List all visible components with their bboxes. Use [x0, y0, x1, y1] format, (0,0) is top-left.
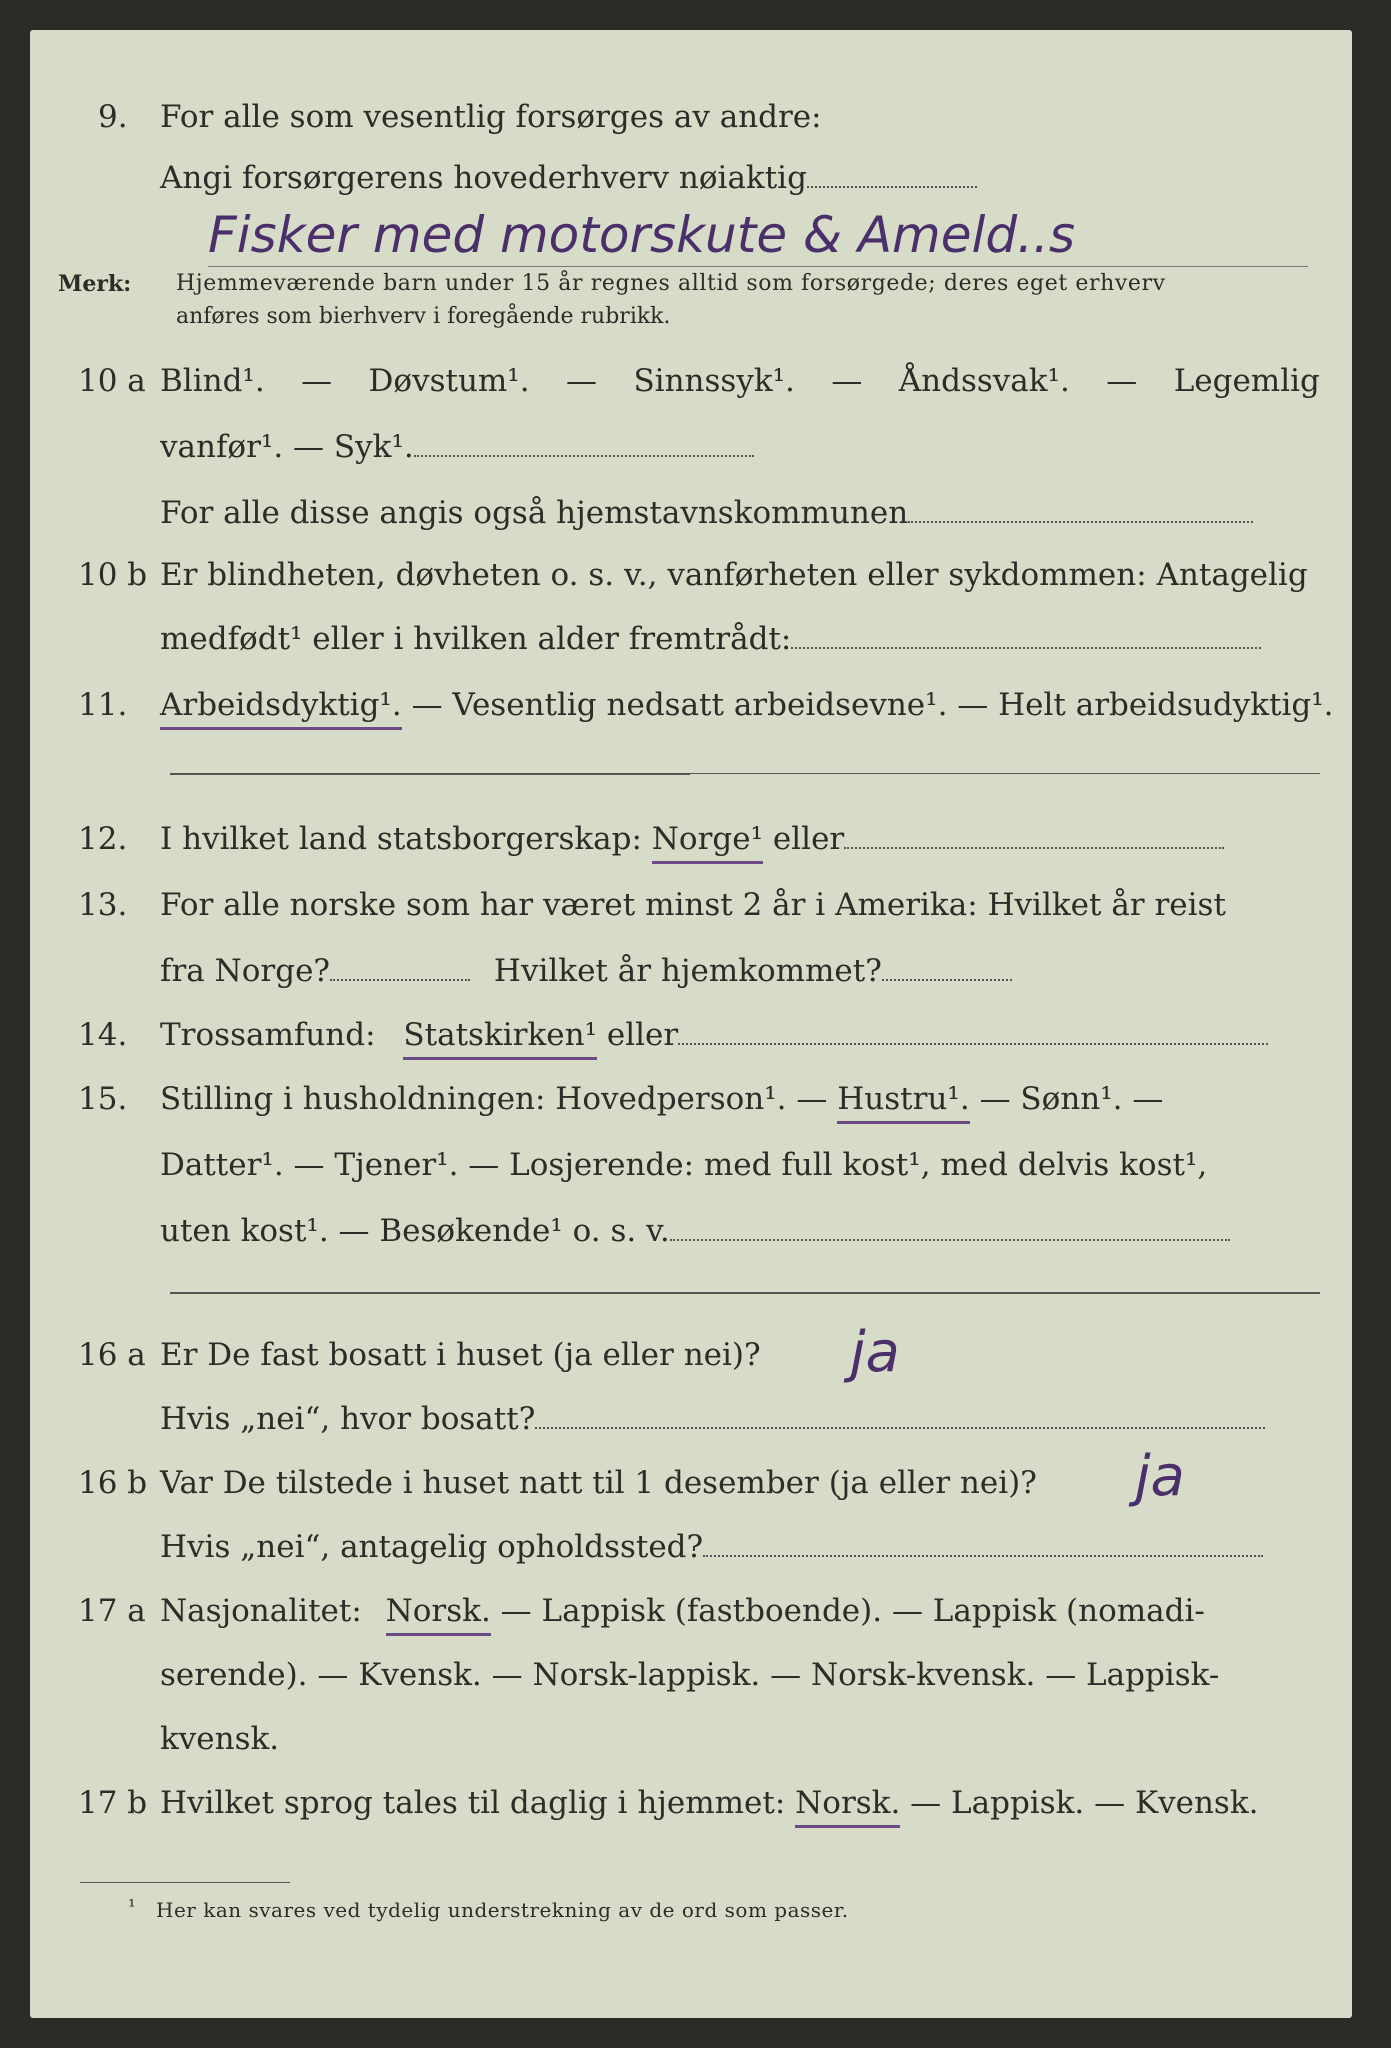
- footnote-rule: [80, 1882, 290, 1883]
- q11-separator-left: [170, 773, 690, 775]
- q10b-line2-dots: [791, 645, 1261, 649]
- q12-line: [160, 821, 1224, 857]
- q9-dotted-line: [807, 184, 977, 188]
- q9-line1: For alle som vesentlig forsørges av andre:: [160, 99, 822, 135]
- footnote-mark: ¹: [128, 1896, 136, 1918]
- q9-line2-text: Angi forsørgerens hovederhverv nøiaktig: [160, 160, 807, 196]
- merk-line2: anføres som bierhverv i foregående rubrikk.: [176, 304, 671, 329]
- q14-selected-statskirken: Statskirken¹: [403, 1017, 597, 1060]
- q17a-selected-norsk: Norsk.: [386, 1593, 491, 1636]
- q15-number: 15.: [78, 1081, 128, 1117]
- q15-dots: [670, 1237, 1230, 1241]
- q17a-number: 17 a: [78, 1593, 146, 1629]
- q10a-option-sinnssyk: Sinnssyk¹.: [633, 363, 795, 399]
- q16a-line2-text: Hvis „nei“, hvor bosatt?: [160, 1401, 536, 1437]
- q10b-line2-text: medfødt¹ eller i hvilken alder fremtrådt:: [160, 621, 792, 657]
- q13-dots-1: [330, 977, 470, 981]
- q12-dots: [844, 845, 1224, 849]
- q10a-line3-text: For alle disse angis også hjemstavnskommunen: [160, 495, 909, 531]
- q13-hjemkommet: Hvilket år hjemkommet?: [493, 953, 882, 989]
- q16b-dots: [703, 1553, 1263, 1557]
- q13-fra-norge: fra Norge?: [160, 953, 331, 989]
- q17a-line2: serende). — Kvensk. — Norsk-lappisk. — Norsk-kvensk. — Lappisk-: [160, 1657, 1220, 1693]
- q17b-number: 17 b: [78, 1785, 148, 1821]
- q15-line3-text: uten kost¹. — Besøkende¹ o. s. v.: [160, 1213, 670, 1249]
- q17b-line: [160, 1785, 1259, 1821]
- q16a-line2: [160, 1401, 1265, 1437]
- q16a-dots: [535, 1425, 1265, 1429]
- q10a-dash-4: —: [1106, 363, 1138, 399]
- q12-selected-norge: Norge¹: [652, 821, 763, 864]
- q10a-option-dovstum: Døvstum¹.: [368, 363, 530, 399]
- q10a-line3: [160, 495, 1253, 531]
- q17a-line3: kvensk.: [160, 1721, 280, 1757]
- q10a-line1: [160, 363, 1320, 399]
- q9-answer-line: [208, 266, 1308, 267]
- q14-dots: [678, 1041, 1268, 1045]
- q15-separator: [170, 1292, 1320, 1294]
- q11-line: [160, 687, 1334, 723]
- q17b-selected-norsk: Norsk.: [795, 1785, 900, 1828]
- q13-line1: For alle norske som har været minst 2 år i Amerika: Hvilket år reist: [160, 887, 1226, 923]
- q16b-line2-text: Hvis „nei“, antagelig opholdssted?: [160, 1529, 704, 1565]
- q10a-option-andssvak: Åndssvak¹.: [898, 363, 1070, 399]
- q15-line1-c: — Sønn¹. —: [979, 1081, 1164, 1117]
- q10a-number: 10 a: [78, 363, 146, 399]
- merk-line1: Hjemmeværende barn under 15 år regnes alltid som forsørgede; deres eget erhverv: [176, 271, 1166, 296]
- q10a-dash-1: —: [301, 363, 333, 399]
- q11-selected-arbeidsdyktig: Arbeidsdyktig¹.: [160, 687, 402, 730]
- q12-number: 12.: [78, 821, 128, 857]
- q10a-dash-2: —: [566, 363, 598, 399]
- q13-dots-2: [882, 977, 1012, 981]
- q15-line3: [160, 1213, 1230, 1249]
- q11-other-options: — Vesentlig nedsatt arbeidsevne¹. — Helt arbeidsudyktig¹.: [411, 687, 1334, 723]
- q16b-line2: [160, 1529, 1263, 1565]
- q10a-option-legemlig: Legemlig: [1173, 363, 1320, 399]
- q16b-line1: Var De tilstede i huset natt til 1 desember (ja eller nei)?: [160, 1465, 1037, 1501]
- q16a-number: 16 a: [78, 1337, 146, 1373]
- q14-prefix: Trossamfund:: [160, 1017, 376, 1053]
- q10a-dash-3: —: [831, 363, 863, 399]
- q12-suffix: eller: [772, 821, 845, 857]
- q10a-option-blind: Blind¹.: [160, 363, 265, 399]
- q10b-number: 10 b: [78, 557, 148, 593]
- q15-line1: [160, 1081, 1320, 1117]
- q10a-line2-dots: [414, 453, 754, 457]
- q10b-line2: [160, 621, 1261, 657]
- q16a-line1: Er De fast bosatt i huset (ja eller nei)?: [160, 1337, 761, 1373]
- q9-handwritten-answer: Fisker med motorskute & Ameld..s: [208, 206, 1075, 264]
- q16a-handwritten-answer: ja: [850, 1320, 900, 1385]
- q9-number: 9.: [98, 99, 128, 135]
- q12-prefix: I hvilket land statsborgerskap:: [160, 821, 642, 857]
- q13-line2: [160, 953, 1012, 989]
- q10b-line1: Er blindheten, døvheten o. s. v., vanførheten eller sykdommen: Antagelig: [160, 557, 1308, 593]
- q10a-line2-text: vanfør¹. — Syk¹.: [160, 429, 414, 465]
- q13-number: 13.: [78, 887, 128, 923]
- census-form-page: [30, 30, 1352, 2018]
- footnote-text: Her kan svares ved tydelig understrekning av de ord som passer.: [156, 1898, 849, 1922]
- q14-suffix: eller: [606, 1017, 679, 1053]
- q17a-prefix: Nasjonalitet:: [160, 1593, 362, 1629]
- q11-number: 11.: [78, 687, 128, 723]
- q9-line2: [160, 160, 977, 196]
- q10a-line2: [160, 429, 754, 465]
- q15-selected-hustru: Hustru¹.: [837, 1081, 969, 1124]
- q15-line2: Datter¹. — Tjener¹. — Losjerende: med full kost¹, med delvis kost¹,: [160, 1147, 1208, 1183]
- q16b-handwritten-answer: ja: [1135, 1444, 1185, 1509]
- q17a-other-options: — Lappisk (fastboende). — Lappisk (nomadi-: [500, 1593, 1205, 1629]
- q14-line: [160, 1017, 1268, 1053]
- q16b-number: 16 b: [78, 1465, 148, 1501]
- q11-separator-right: [690, 773, 1320, 774]
- q10a-line3-dots: [908, 519, 1253, 523]
- q17b-other-options: — Lappisk. — Kvensk.: [910, 1785, 1259, 1821]
- q14-number: 14.: [78, 1017, 128, 1053]
- q17a-line1: [160, 1593, 1205, 1629]
- merk-label: Merk:: [58, 271, 132, 297]
- q15-line1-a: Stilling i husholdningen: Hovedperson¹. —: [160, 1081, 828, 1117]
- q17b-prefix: Hvilket sprog tales til daglig i hjemmet:: [160, 1785, 786, 1821]
